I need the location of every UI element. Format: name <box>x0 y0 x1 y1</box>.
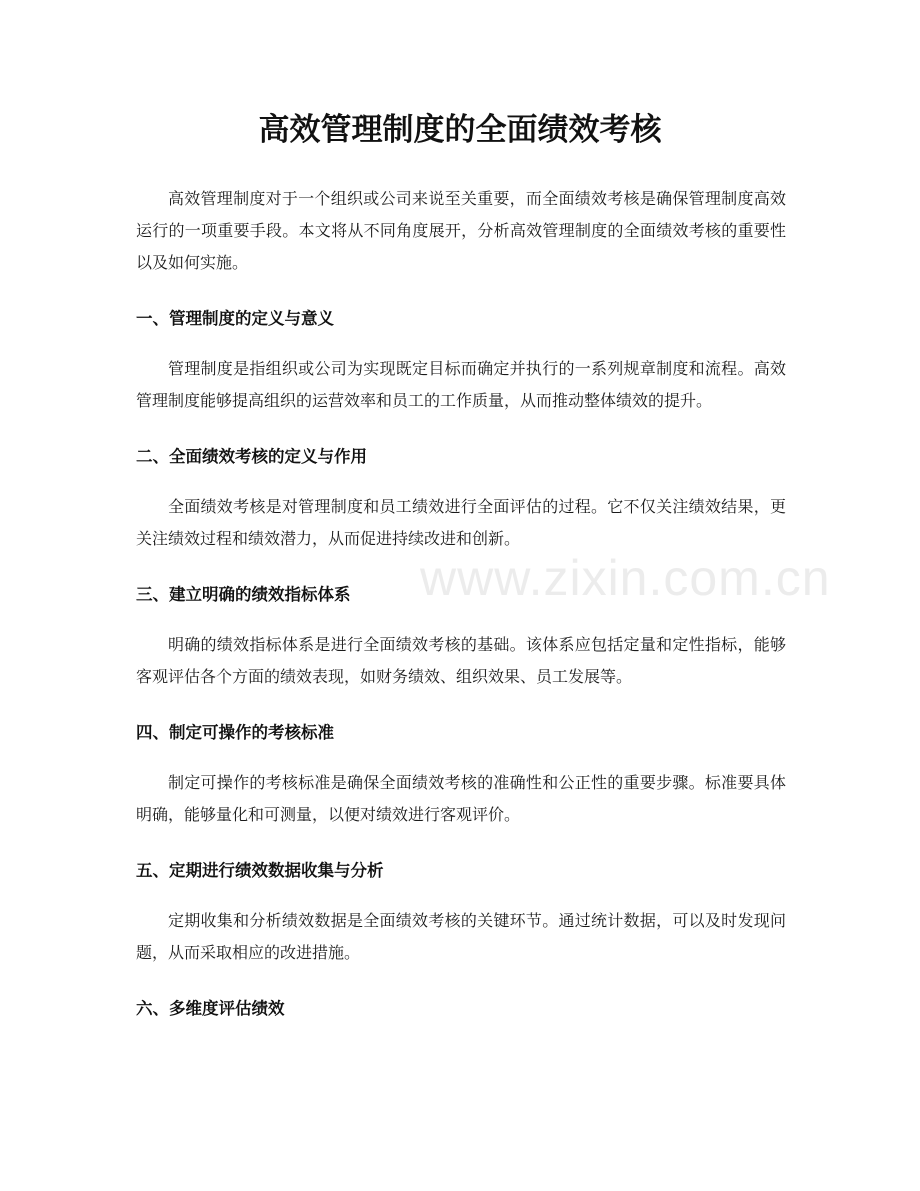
section-heading-4: 四、制定可操作的考核标准 <box>136 723 334 742</box>
section-heading-2: 二、全面绩效考核的定义与作用 <box>136 447 367 466</box>
section-body-1: 管理制度是指组织或公司为实现既定目标而确定并执行的一系列规章制度和流程。高效管理制度能够提高组织的运营效率和员工的工作质量，从而推动整体绩效的提升。 <box>136 359 786 410</box>
document-body <box>136 183 786 1025</box>
watermark: www.zixin.com.cn <box>420 550 831 606</box>
section-body-2: 全面绩效考核是对管理制度和员工绩效进行全面评估的过程。它不仅关注绩效结果，更关注绩效过程和绩效潜力，从而促进持续改进和创新。 <box>136 497 786 548</box>
intro-paragraph: 高效管理制度对于一个组织或公司来说至关重要，而全面绩效考核是确保管理制度高效运行的一项重要手段。本文将从不同角度展开，分析高效管理制度的全面绩效考核的重要性以及如何实施。 <box>136 189 786 272</box>
section-body-3: 明确的绩效指标体系是进行全面绩效考核的基础。该体系应包括定量和定性指标，能够客观评估各个方面的绩效表现，如财务绩效、组织效果、员工发展等。 <box>136 635 786 686</box>
section-heading-3: 三、建立明确的绩效指标体系 <box>136 585 351 604</box>
section-heading-5: 五、定期进行绩效数据收集与分析 <box>136 861 384 880</box>
section-body-4: 制定可操作的考核标准是确保全面绩效考核的准确性和公正性的重要步骤。标准要具体明确，能够量化和可测量，以便对绩效进行客观评价。 <box>136 773 786 824</box>
section-body-5: 定期收集和分析绩效数据是全面绩效考核的关键环节。通过统计数据，可以及时发现问题，从而采取相应的改进措施。 <box>136 911 786 962</box>
document-title: 高效管理制度的全面绩效考核 <box>258 112 662 148</box>
section-heading-1: 一、管理制度的定义与意义 <box>136 309 334 328</box>
section-heading-6: 六、多维度评估绩效 <box>136 999 285 1018</box>
